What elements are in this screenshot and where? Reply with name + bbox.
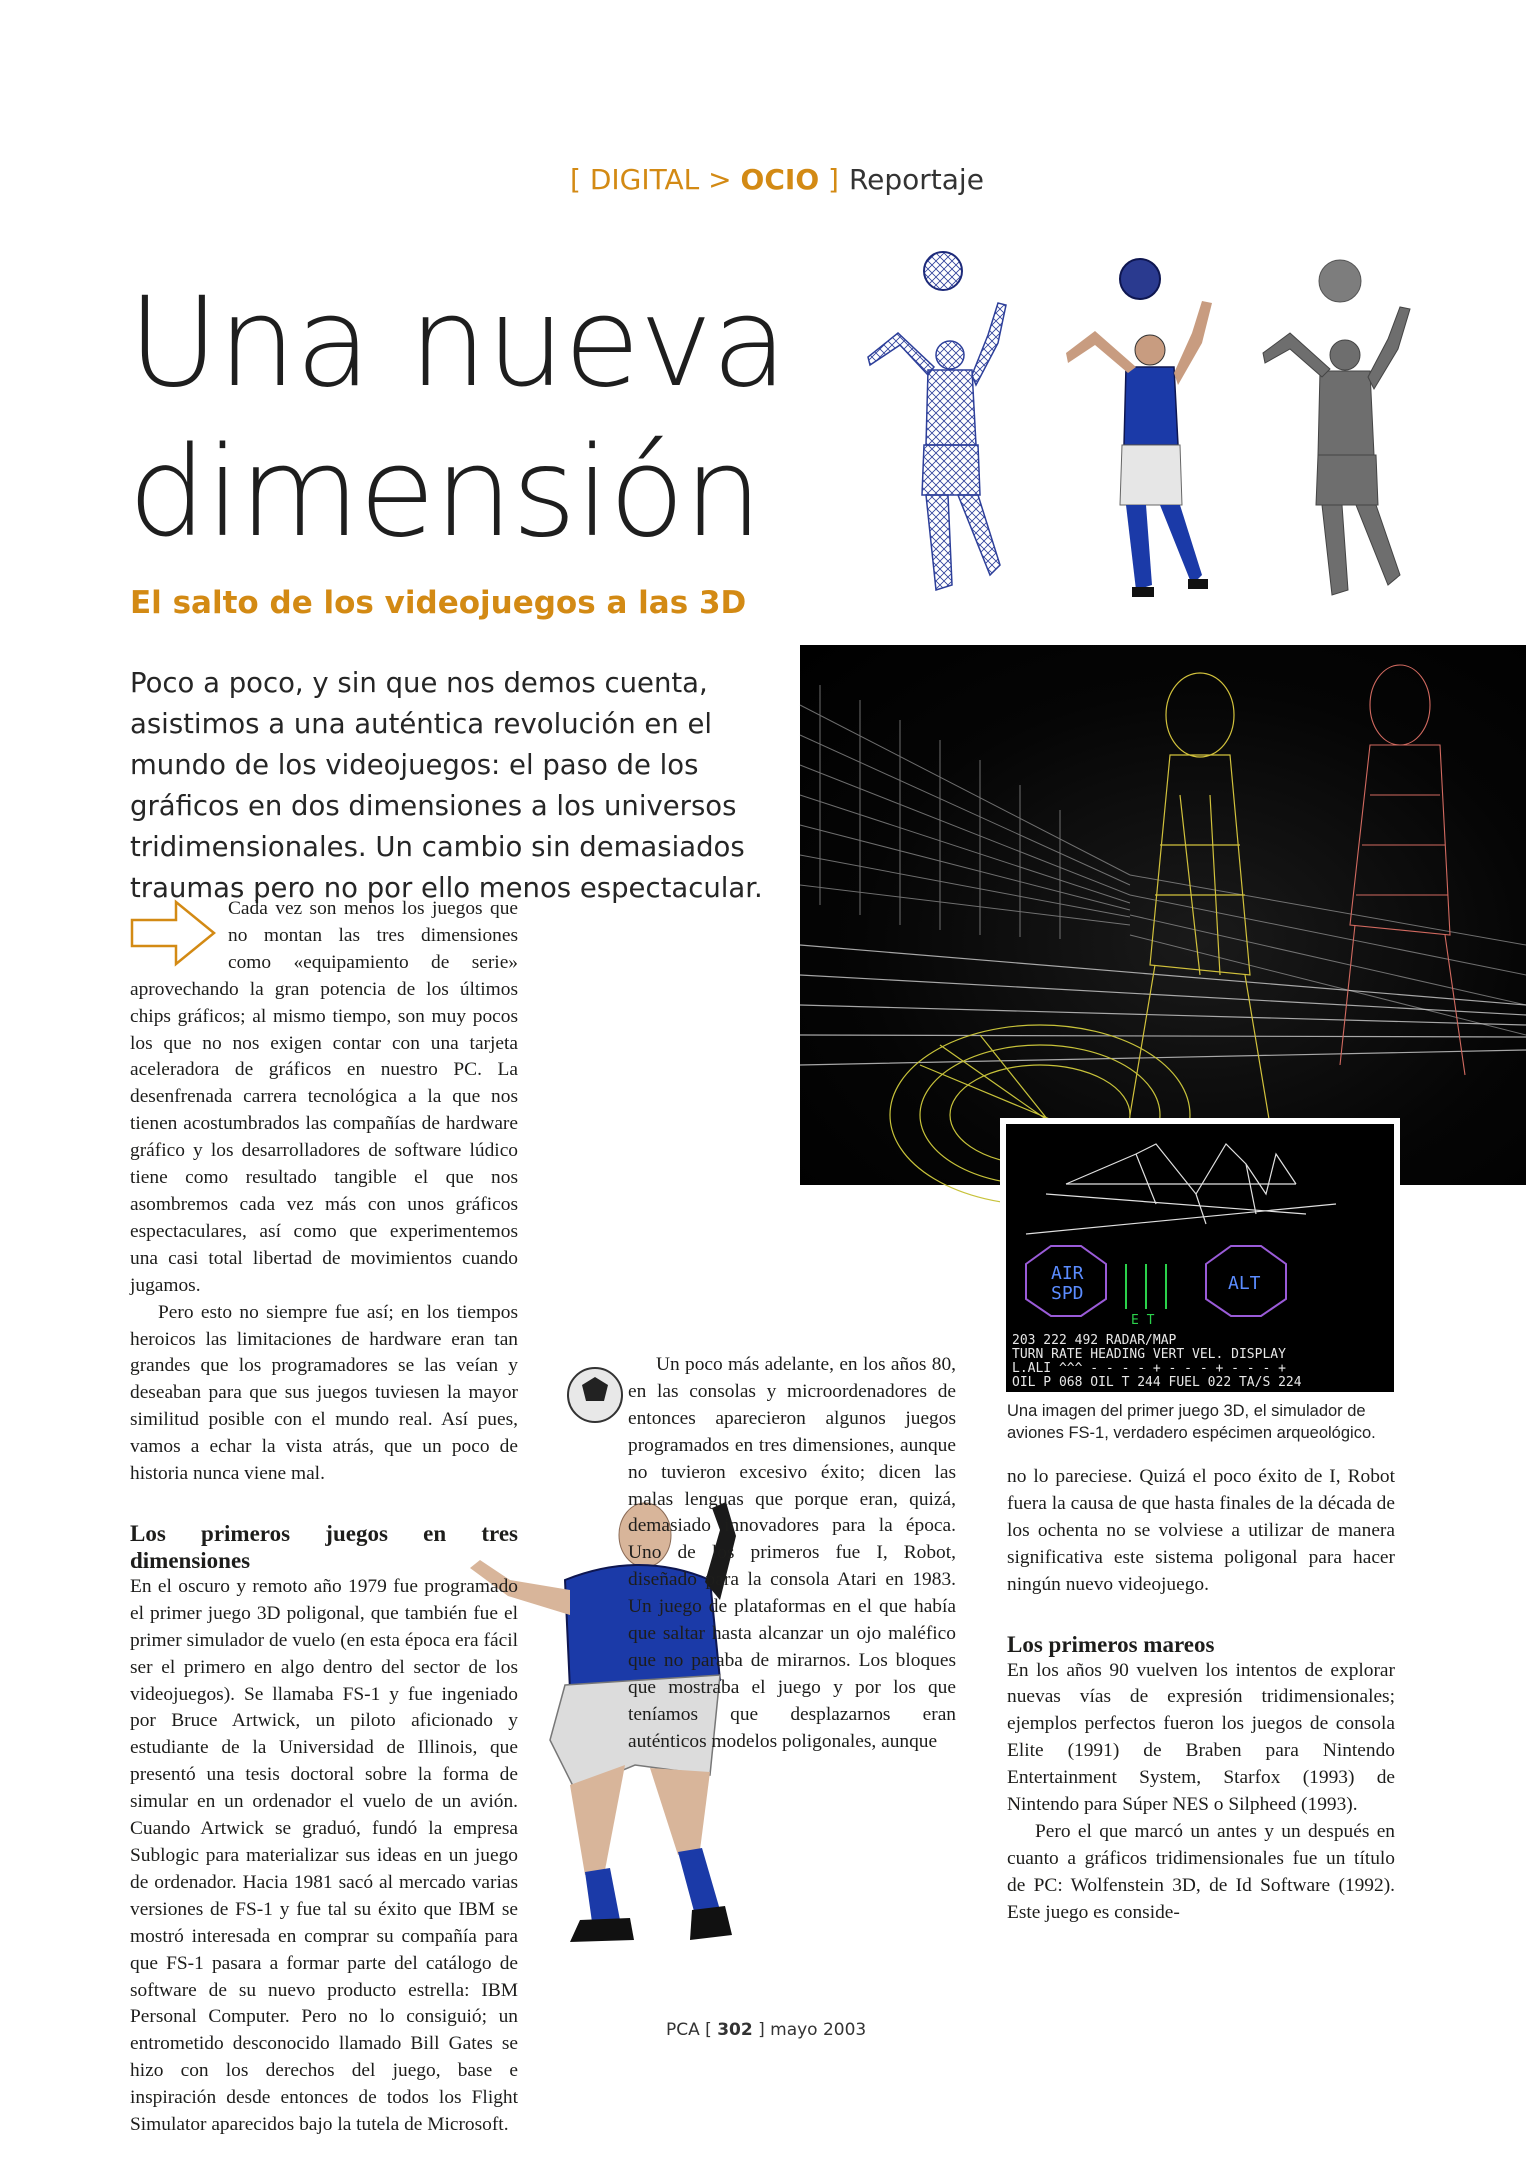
body-paragraph-4: Un poco más adelante, en los años 80, en las consolas y microordenadores de entonces aparecieron algunos juegos programados en tres dimensiones, aunque no tuvieron excesivo éxito; dicen las malas lenguas que porque eran, quizá, demasiado innovadores para la época. Uno de los primeros fue I, Robot, diseñado para la consola Atari en 1983. Un juego de plataformas en el que había que saltar hasta alcanzar un ojo maléfico que no paraba de mirarnos. Los bloques que mostraba el juego y por los que teníamos que desplazarnos eran auténticos modelos poligonales, aunque — [628, 1354, 956, 1752]
body-paragraph-3: En el oscuro y remoto año 1979 fue programado el primer juego 3D poligonal, que también fue el primer simulador de vuelo (en esta época era fácil ser el primero en algo dentro del sector de los videojuegos). Se llamaba FS-1 y fue ingeniado por Bruce Artwick, un piloto aficionado y estudiante de la Universidad de Illinois, que presentó una tesis doctoral sobre la forma de simular en un ordenador el vuelo de un avión. Cuando Artwick se graduó, fundó la empresa Sublogic para materializar sus ideas en un juego de ordenador. Hacia 1981 sacó al mercado varias versiones de FS-1 y fue tal su éxito que IBM se mostró interesada en comprar su compañía para que FS-1 pasara a formar parte del catálogo de software de su nuevo producto estrella: IBM Personal Computer. Pero no lo consiguió; un entrometido desconocido llamado Bill Gates se hizo con los derechos del juego, base e inspiración desde entonces de todos los Flight Simulator aparecidos bajo la tutela de Microsoft. — [130, 1575, 518, 2136]
page-title — [128, 268, 787, 568]
section-heading-2: Los primeros mareos — [1007, 1631, 1215, 1657]
body-paragraph-1: Cada vez son menos los juegos que no montan las tres dimensiones como «equipamiento de serie» aprovechando la gran potencia de los últimos chips gráficos; al mismo tiempo, son muy pocos los que no nos exigen contar con una tarjeta aceleradora de gráficos en nuestro PC. La desenfrenada carrera tecnológica a la que nos tienen acostumbrados las compañías de hardware gráfico y los desarrolladores de software lúdico tiene como resultado tangible el que nos asombremos cada vez más con unos gráficos espectaculares, así como que experimentemos una casi total libertad de movimientos cuando jugamos. — [130, 898, 518, 1296]
shaded-ball-icon — [1319, 260, 1361, 302]
subtitle: El salto de los videojuegos a las 3D — [130, 585, 747, 621]
et-gauge-label: E T — [1131, 1313, 1155, 1328]
arrow-right-icon — [130, 898, 218, 968]
section-open: [ DIGITAL > — [570, 163, 741, 196]
wireframe-ball-icon — [924, 252, 962, 290]
title-line-2: dimensión — [128, 421, 762, 565]
spd-gauge-label: SPD — [1051, 1283, 1084, 1304]
hud-line-3: L.ALI ^^^ - - - - + - - - + - - - + — [1012, 1361, 1286, 1376]
player-models-illustration — [840, 245, 1460, 635]
hud-line-1: 203 222 492 RADAR/MAP — [1012, 1333, 1177, 1348]
section-tag — [570, 163, 984, 196]
body-paragraph-6: En los años 90 vuelven los intentos de explorar nuevas vías de expresión tridimensionales; ejemplos perfectos fueron los juegos de consola Elite (1991) de Braben para Nintendo Entertainment System, Starfox (1993) de Nintendo para Súper NES o Silpheed (1993). — [1007, 1659, 1395, 1816]
body-paragraph-5: no lo pareciese. Quizá el poco éxito de I, Robot fuera la causa de que hasta finales de la década de los ochenta no se volviese a utilizar de manera significativa este sistema poligonal para hacer ningún nuevo videojuego. — [1007, 1466, 1395, 1595]
body-paragraph-2: Pero esto no siempre fue así; en los tiempos heroicos las limitaciones de hardware eran tan grandes que los programadores se las veían y deseaban para que sus juegos tuviesen la mayor similitud posible con el mundo real. Así pues, vamos a echar la vista atrás, que un poco de historia nunca viene mal. — [130, 1301, 518, 1485]
text-column-3 — [1007, 1464, 1395, 1927]
section-close: ] — [819, 163, 839, 196]
folio-publication: PCA [ — [666, 2020, 718, 2040]
fs1-screenshot-art — [1006, 1124, 1394, 1392]
section-heading-1: Los primeros juegos en tres dimensiones — [130, 1520, 518, 1573]
fs1-screenshot — [1000, 1118, 1400, 1398]
text-column-2 — [568, 896, 956, 1976]
section-type: Reportaje — [848, 163, 984, 196]
hud-line-4: OIL P 068 OIL T 244 FUEL 022 TA/S 224 — [1012, 1375, 1302, 1390]
textured-ball-icon — [1120, 259, 1160, 299]
alt-gauge-label: ALT — [1228, 1273, 1261, 1294]
shaded-player-figure — [1263, 307, 1410, 595]
folio-page-number: 302 — [717, 2020, 753, 2040]
folio-date: ] mayo 2003 — [752, 2020, 867, 2040]
section-bold: OCIO — [740, 163, 820, 196]
lead-paragraph: Poco a poco, y sin que nos demos cuenta, asistimos a una auténtica revolución en el mundo de los videojuegos: el paso de los gráficos en dos dimensiones a los universos tridimensionales. Un cambio sin demasiados traumas pero no por ello menos espectacular. — [130, 667, 763, 904]
figure-caption: Una imagen del primer juego 3D, el simulador de aviones FS-1, verdadero espécimen arqueológico. — [1007, 1402, 1376, 1442]
air-gauge-label: AIR — [1051, 1263, 1084, 1284]
page-folio — [666, 2020, 866, 2040]
textured-player-figure — [1066, 301, 1212, 597]
wireframe-player-figure — [868, 303, 1006, 590]
title-line-1: Una nueva — [128, 271, 787, 415]
text-column-1 — [130, 896, 518, 2136]
body-paragraph-7: Pero el que marcó un antes y un después en cuanto a gráficos tridimensionales fue un título de PC: Wolfenstein 3D, de Id Software (1992). Este juego es conside- — [1007, 1820, 1395, 1923]
hud-line-2: TURN RATE HEADING VERT VEL. DISPLAY — [1012, 1347, 1286, 1362]
